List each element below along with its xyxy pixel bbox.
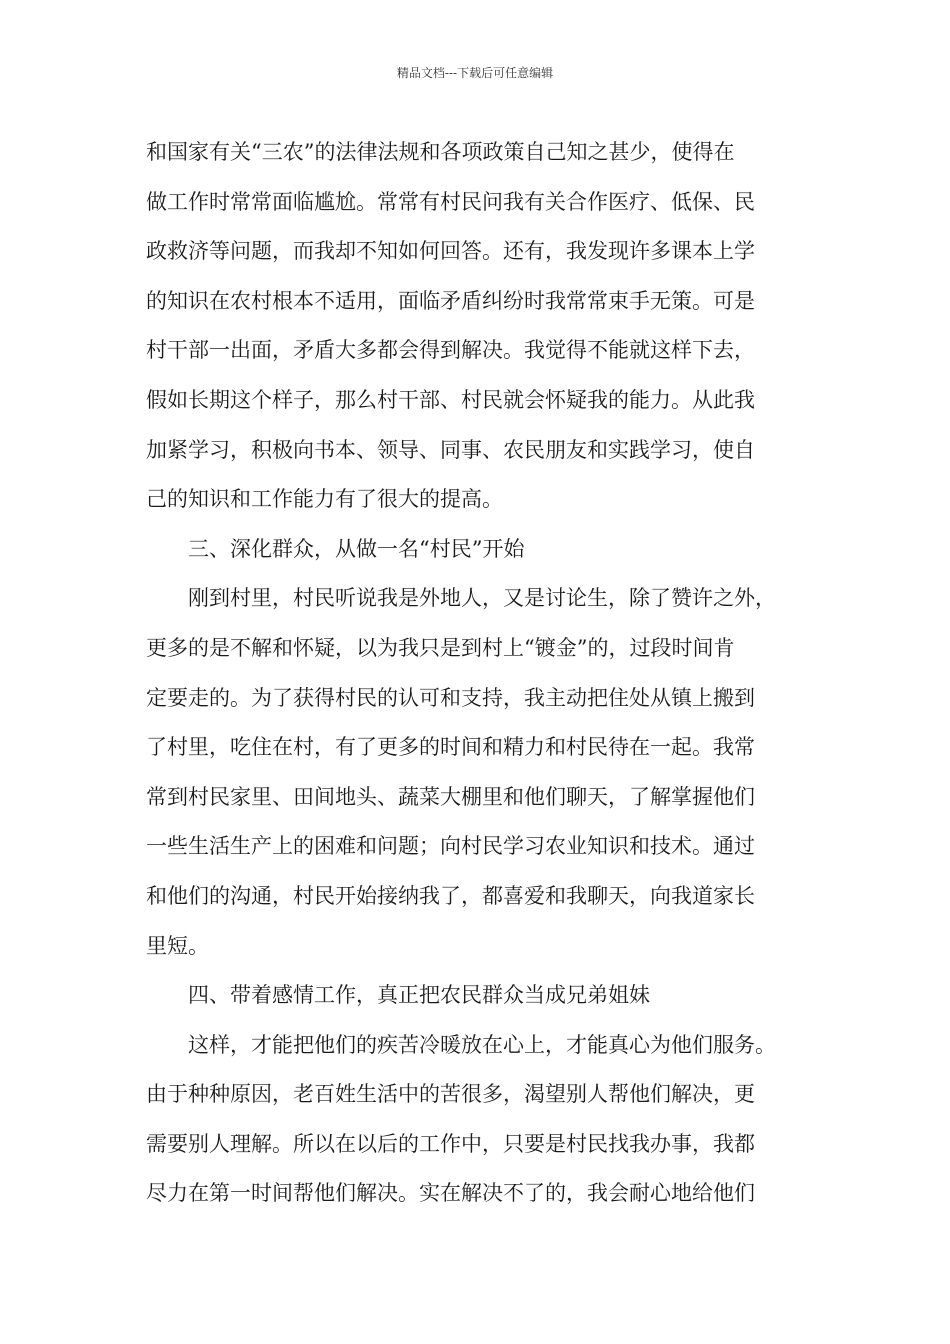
text-line: 刚到村里，村民听说我是外地人，又是讨论生，除了赞许之外， (188, 586, 776, 611)
text-line: 需要别人理解。所以在以后的工作中，只要是村民找我办事，我都 (146, 1131, 755, 1156)
section-heading: 三、深化群众，从做一名“村民”开始 (188, 536, 525, 561)
section-heading: 四、带着感情工作，真正把农民群众当成兄弟姐妹 (188, 983, 650, 1008)
text-line: 加紧学习，积极向书本、领导、同事、农民朋友和实践学习，使自 (146, 437, 755, 462)
text-line: 做工作时常常面临尴尬。常常有村民问我有关合作医疗、低保、民 (146, 189, 755, 214)
text-line: 村干部一出面，矛盾大多都会得到解决。我觉得不能就这样下去， (146, 338, 755, 363)
text-line: 里短。 (146, 933, 209, 958)
page-header: 精品文档---下载后可任意编辑 (396, 66, 554, 80)
text-line: 常到村民家里、田间地头、蔬菜大棚里和他们聊天，了解掌握他们 (146, 784, 755, 809)
text-line: 尽力在第一时间帮他们解决。实在解决不了的，我会耐心地给他们 (146, 1181, 755, 1206)
text-line: 假如长期这个样子，那么村干部、村民就会怀疑我的能力。从此我 (146, 387, 755, 412)
text-line: 政救济等问题，而我却不知如何回答。还有，我发现许多课本上学 (146, 239, 755, 264)
text-line: 由于种种原因，老百姓生活中的苦很多，渴望别人帮他们解决，更 (146, 1082, 755, 1107)
text-line: 和他们的沟通，村民开始接纳我了，都喜爱和我聊天，向我道家长 (146, 883, 755, 908)
text-line: 一些生活生产上的困难和问题；向村民学习农业知识和技术。通过 (146, 834, 755, 859)
text-line: 定要走的。为了获得村民的认可和支持，我主动把住处从镇上搬到 (146, 685, 755, 710)
text-line: 的知识在农村根本不适用，面临矛盾纠纷时我常常束手无策。可是 (146, 288, 755, 313)
text-line: 这样，才能把他们的疾苦冷暖放在心上，才能真心为他们服务。 (188, 1032, 776, 1057)
text-line: 己的知识和工作能力有了很大的提高。 (146, 487, 503, 512)
text-line: 和国家有关“三农”的法律法规和各项政策自己知之甚少，使得在 (146, 140, 735, 164)
document-body (146, 128, 816, 1219)
text-line: 更多的是不解和怀疑，以为我只是到村上“镀金”的，过段时间肯 (146, 635, 735, 660)
text-line: 了村里，吃住在村，有了更多的时间和精力和村民待在一起。我常 (146, 735, 755, 760)
